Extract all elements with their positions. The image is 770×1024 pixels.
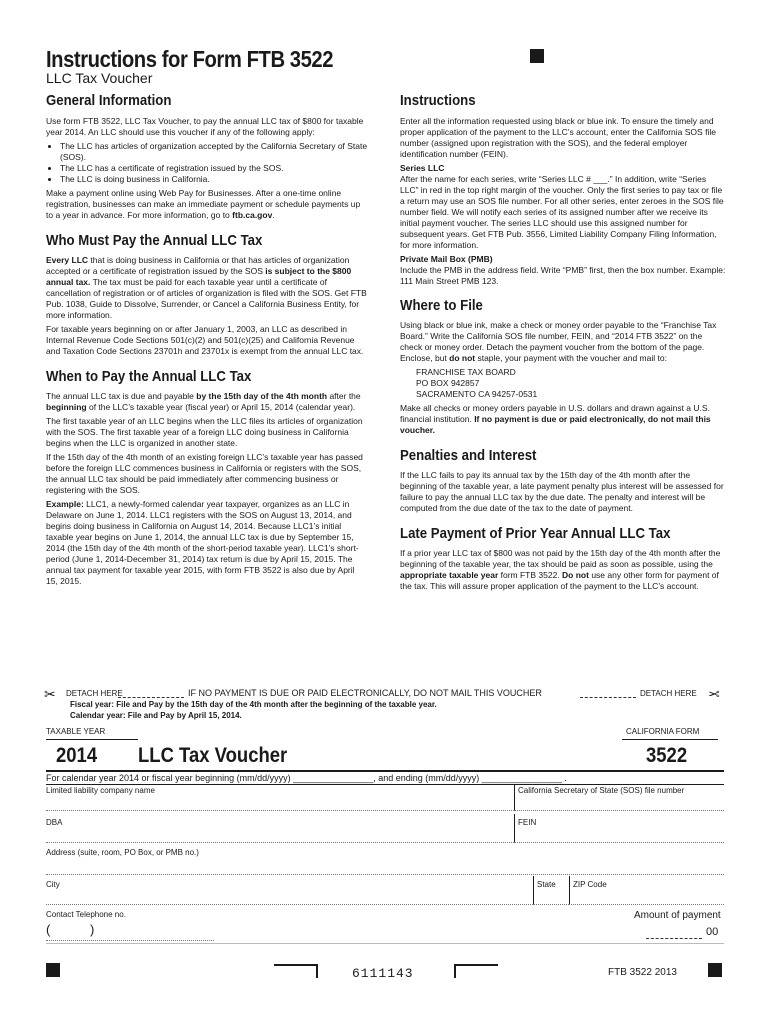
calendar-year-note: Calendar year: File and Pay by April 15, 2014. [70, 711, 242, 720]
list-item: • The LLC has a certificate of registration issued by the SOS. [60, 163, 368, 174]
fein-divider [514, 814, 515, 842]
llc-name-field[interactable] [46, 810, 514, 811]
who-must-pay-heading: Who Must Pay the Annual LLC Tax [46, 232, 263, 249]
foreign-llc-paragraph: If the 15th day of the 4th month of an existing foreign LLC’s taxable year has passed before the foreign LLC commences business in California or registers with the SOS, the annual LLC tax should be paid immediately after commencing business or registering with the SOS. [46, 452, 363, 495]
address-label: Address (suite, room, PO Box, or PMB no.) [46, 848, 199, 857]
detach-here-right: DETACH HERE [640, 689, 697, 698]
who-must-pay-paragraph: Every LLC that is doing business in California or that has articles of organization accepted or a certificate of registration issued by the SOS is subject to the $800 annual tax. The tax must be paid for each taxable year until a certificate of cancellation of registration or of articles of organization is filed with the SOS. Get FTB Pub. 1038, Guide to Dissolve, Surrender, or Cancel a California Business Entity, for more information. [46, 255, 367, 320]
registration-mark-bottom-right [708, 963, 722, 977]
web-pay-paragraph: Make a payment online using Web Pay for Businesses. After a one-time online registration, businesses can make an immediate payment or schedule payments up to a year in advance. For more information, go to ftb.ca.gov. [46, 188, 361, 220]
example-paragraph: Example: LLC1, a newly-formed calendar year taxpayer, organizes as an LLC in Delaware on June 1, 2014. LLC1 registers with the SOS on August 13, 2014, and begins doing business in California on August 14, 2014. Because LLC1’s initial taxable year begins on June 1, 2014, the annual LLC tax is due by September 15, 2014 (the 15th day of the 4th month of the short-period taxable year). LLC1’s short-period (June 1, 2014-December 31, 2014) tax return is due by April 15, 2015. The annual tax payment for taxable year 2015, with form FTB 3522 is also due by April 15, 2015. [46, 499, 359, 586]
address-field[interactable] [46, 874, 724, 875]
fein-label: FEIN [518, 818, 537, 827]
list-item: • The LLC has articles of organization accepted by the California Secretary of State (SOS). [60, 141, 368, 163]
period-rule [46, 784, 724, 785]
pmb-subheading: Private Mail Box (PMB) [400, 254, 493, 264]
general-info-list [46, 141, 368, 185]
city-field[interactable] [46, 904, 533, 905]
right-column [400, 92, 726, 595]
state-divider [533, 876, 534, 904]
where-to-file-heading: Where to File [400, 297, 483, 314]
telephone-underline [46, 940, 214, 941]
zip-code-label: ZIP Code [573, 880, 607, 889]
california-form-label: CALIFORNIA FORM [626, 727, 700, 736]
voucher-bottom-rule [46, 943, 724, 944]
detach-here-left: DETACH HERE [66, 689, 123, 698]
corner-mark-left [274, 964, 318, 978]
contact-telephone-label: Contact Telephone no. [46, 910, 126, 919]
amount-cents: 00 [706, 926, 719, 938]
telephone-field[interactable]: ( ) [46, 922, 95, 937]
barcode-number: 6111143 [352, 966, 414, 981]
list-item: • The LLC is doing business in California. [60, 174, 368, 185]
registration-mark-bottom-left [46, 963, 60, 977]
first-year-paragraph: The first taxable year of an LLC begins when the LLC files its articles of organization with the SOS. The first taxable year of a foreign LLC doing business in California begins when the LLC is organized in another state. [46, 416, 363, 448]
detach-dash-right [580, 697, 636, 698]
california-form-rule [622, 739, 718, 740]
checks-paragraph: Make all checks or money orders payable in U.S. dollars and drawn against a U.S. financial institution. If no payment is due or paid electronically, do not mail this voucher. [400, 403, 711, 435]
footer-form-number: FTB 3522 2013 [608, 967, 677, 978]
voucher-title: LLC Tax Voucher [138, 744, 288, 767]
dba-label: DBA [46, 818, 63, 827]
period-line[interactable]: For calendar year 2014 or fiscal year beginning (mm/dd/yyyy) ________________, and ending (mm/dd/yyyy) ________________ . [46, 773, 567, 783]
late-payment-heading: Late Payment of Prior Year Annual LLC Tax [400, 525, 671, 542]
series-llc-paragraph: After the name for each series, write “Series LLC # ___.” In addition, write “Series LLC” in red in the top right margin of the voucher. Only the first series to pay tax or file a return may use an SOS file number. For all other series, enter zeroes in the SOS file number field. We will notify each series of its assigned number after we receive its initial payment voucher. The series LLC should use this assigned number for subsequent years. Get FTB Pub. 3556, Limited Liability Company Filing Information, for more information. [400, 174, 724, 250]
series-llc-subheading: Series LLC [400, 163, 445, 173]
penalties-heading: Penalties and Interest [400, 447, 537, 464]
penalties-paragraph: If the LLC fails to pay its annual tax by the 15th day of the 4th month after the beginning of the taxable year, a late payment penalty plus interest will be assessed for failure to pay the annual LLC tax by the due date. The penalty and interest will be computed from the due date of the tax to the date of payment. [400, 470, 724, 513]
scissors-icon: ✂ [44, 686, 56, 702]
amount-of-payment-label: Amount of payment [634, 910, 721, 921]
left-column [46, 92, 368, 590]
zip-code-field[interactable] [569, 904, 724, 905]
ftb-link[interactable]: ftb.ca.gov [232, 210, 273, 220]
amount-of-payment-field[interactable] [646, 938, 702, 939]
general-info-paragraph: Use form FTB 3522, LLC Tax Voucher, to pay the annual LLC tax of $800 for taxable year 2014. An LLC should use this voucher if any of the following apply: [46, 116, 364, 137]
detach-dash-left [118, 697, 184, 698]
when-to-pay-heading: When to Pay the Annual LLC Tax [46, 368, 252, 385]
general-information-heading: General Information [46, 92, 172, 109]
voucher-year: 2014 [56, 744, 98, 767]
llc-name-label: Limited liability company name [46, 786, 155, 795]
zip-divider [569, 876, 570, 904]
fiscal-year-note: Fiscal year: File and Pay by the 15th day of the 4th month after the beginning of the taxable year. [70, 700, 437, 709]
state-label: State [537, 880, 556, 889]
state-field[interactable] [533, 904, 569, 905]
instructions-paragraph: Enter all the information requested using black or blue ink. To ensure the timely and proper application of the payment to the LLC’s account, enter the California SOS file number (assigned upon registration with the SOS), and the federal employer identification number (FEIN). [400, 116, 716, 159]
sos-file-number-label: California Secretary of State (SOS) file number [518, 786, 685, 795]
pmb-paragraph: Include the PMB in the address field. Write “PMB” first, then the box number. Example: 111 Main Street PMB 123. [400, 265, 726, 286]
scissors-icon: ✂ [708, 686, 720, 702]
voucher-top-rule [46, 770, 724, 772]
detach-notice: IF NO PAYMENT IS DUE OR PAID ELECTRONICALLY, DO NOT MAIL THIS VOUCHER [188, 688, 542, 698]
taxable-year-rule [46, 739, 138, 740]
sos-file-number-field[interactable] [514, 810, 724, 811]
instructions-heading: Instructions [400, 92, 476, 109]
corner-mark-right [454, 964, 498, 978]
fein-field[interactable] [514, 842, 724, 843]
when-to-pay-paragraph: The annual LLC tax is due and payable by the 15th day of the 4th month after the beginning of the LLC’s taxable year (fiscal year) or April 15, 2014 (calendar year). [46, 391, 361, 412]
page-title: Instructions for Form FTB 3522 [46, 46, 334, 72]
dba-field[interactable] [46, 842, 514, 843]
where-to-file-paragraph: Using black or blue ink, make a check or money order payable to the “Franchise Tax Board.” Write the California SOS file number, FEIN, and “2014 FTB 3522” on the check or money order. Detach the payment voucher from the bottom of the page. Enclose, but do not staple, your payment with the voucher and mail to: [400, 320, 717, 363]
registration-mark-top [530, 49, 544, 63]
page-subtitle: LLC Tax Voucher [46, 70, 153, 86]
sos-divider [514, 784, 515, 810]
mailing-address: FRANCHISE TAX BOARD PO BOX 942857 SACRAMENTO CA 94257-0531 [416, 367, 538, 399]
voucher-form-number: 3522 [646, 744, 688, 767]
late-payment-paragraph: If a prior year LLC tax of $800 was not paid by the 15th day of the 4th month after the beginning of the taxable year, the tax should be paid as soon as possible, using the appropriate taxable year form FTB 3522. Do not use any other form for payment of the tax. This will assure proper application of the payment to the LLC’s account. [400, 548, 721, 591]
exempt-paragraph: For taxable years beginning on or after January 1, 2003, an LLC as described in Internal Revenue Code Sections 501(c)(2) and 501(c)(25) and California Revenue and Taxation Code Sections 23701h and 23701x is exempt from the annual LLC tax. [46, 324, 364, 356]
city-label: City [46, 880, 60, 889]
taxable-year-label: TAXABLE YEAR [46, 727, 106, 736]
